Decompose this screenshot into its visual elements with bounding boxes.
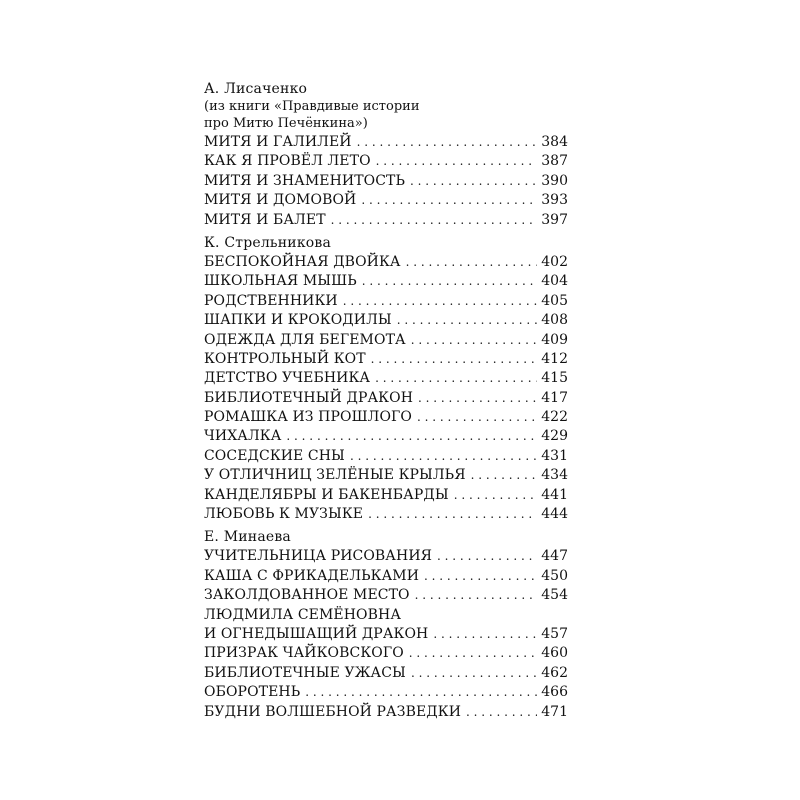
entry-page-number: 384 (541, 134, 568, 150)
entry-page-number: 393 (541, 192, 568, 209)
entry-page-number: 460 (541, 645, 568, 662)
entry-title: БУДНИ ВОЛШЕБНОЙ РАЗВЕДКИ (204, 703, 462, 720)
dot-leader (406, 253, 538, 272)
dot-leader (437, 547, 537, 566)
entry-title: КАНДЕЛЯБРЫ И БАКЕНБАРДЫ (204, 486, 449, 503)
section-note (204, 98, 568, 132)
toc-entry[interactable] (204, 152, 568, 171)
entry-title: ЛЮБОВЬ К МУЗЫКЕ (204, 506, 364, 523)
toc-entry[interactable] (204, 272, 568, 291)
dot-leader (371, 350, 538, 369)
entry-page-number: 409 (541, 331, 568, 348)
dot-leader (357, 133, 538, 152)
entry-page-number: 431 (541, 447, 568, 464)
entry-page-number: 466 (541, 684, 568, 701)
dot-leader (454, 486, 538, 505)
dot-leader (417, 408, 537, 427)
entry-title: ЧИХАЛКА (204, 428, 282, 445)
entry-title: МИТЯ И БАЛЕТ (204, 211, 326, 228)
dot-leader (361, 191, 537, 210)
dot-leader (411, 331, 538, 350)
toc-entry[interactable] (204, 505, 568, 524)
dot-leader (368, 505, 537, 524)
toc-entry[interactable] (204, 683, 568, 702)
section-entries (204, 133, 568, 230)
entry-page-number: 422 (541, 409, 568, 426)
dot-leader (331, 211, 538, 230)
section-author: К. Стрельникова (204, 234, 332, 251)
dot-leader (411, 664, 537, 683)
dot-leader (466, 703, 537, 722)
toc-section-minaeva (204, 528, 568, 722)
entry-page-number: 390 (541, 172, 568, 189)
section-note-line: про Митю Печёнкина») (204, 116, 368, 131)
dot-leader (362, 272, 537, 291)
toc-entry-first-line[interactable] (204, 606, 568, 625)
toc-entry[interactable] (204, 292, 568, 311)
dot-leader (286, 427, 537, 446)
toc-entry[interactable] (204, 191, 568, 210)
entry-page-number: 412 (541, 350, 568, 367)
section-author: А. Лисаченко (204, 81, 308, 97)
entry-page-number: 429 (541, 428, 568, 445)
dot-leader (350, 447, 537, 466)
entry-title: ОДЕЖДА ДЛЯ БЕГЕМОТА (204, 331, 406, 348)
entry-page-number: 417 (541, 389, 568, 406)
dot-leader (471, 466, 538, 485)
dot-leader (424, 567, 537, 586)
table-of-contents (204, 80, 568, 722)
entry-page-number: 397 (541, 211, 568, 228)
toc-entry[interactable] (204, 350, 568, 369)
toc-entry[interactable] (204, 172, 568, 191)
entry-page-number: 447 (541, 548, 568, 565)
dot-leader (433, 625, 537, 644)
entry-title: ПРИЗРАК ЧАЙКОВСКОГО (204, 645, 404, 662)
dot-leader (409, 644, 537, 663)
entry-page-number: 454 (541, 587, 568, 604)
entry-title: БИБЛИОТЕЧНЫЕ УЖАСЫ (204, 664, 406, 681)
toc-entry[interactable] (204, 547, 568, 566)
entry-title: РОМАШКА ИЗ ПРОШЛОГО (204, 409, 412, 426)
entry-page-number: 471 (541, 703, 568, 720)
entry-title: ЛЮДМИЛА СЕМЁНОВНА (204, 606, 402, 623)
toc-entry[interactable] (204, 133, 568, 152)
entry-page-number: 444 (541, 506, 568, 523)
toc-entry[interactable] (204, 644, 568, 663)
entry-title: ШАПКИ И КРОКОДИЛЫ (204, 312, 392, 329)
entry-page-number: 450 (541, 567, 568, 584)
toc-entry[interactable] (204, 486, 568, 505)
toc-entry[interactable] (204, 466, 568, 485)
entry-title: У ОТЛИЧНИЦ ЗЕЛЁНЫЕ КРЫЛЬЯ (204, 467, 466, 484)
toc-entry[interactable] (204, 408, 568, 427)
toc-entry[interactable] (204, 369, 568, 388)
entry-title: БЕСПОКОЙНАЯ ДВОЙКА (204, 253, 401, 270)
toc-entry[interactable] (204, 586, 568, 605)
entry-page-number: 415 (541, 370, 568, 387)
entry-page-number: 387 (541, 153, 568, 170)
entry-title: РОДСТВЕННИКИ (204, 292, 338, 309)
toc-entry[interactable] (204, 703, 568, 722)
toc-entry[interactable] (204, 447, 568, 466)
entry-title: МИТЯ И ЗНАМЕНИТОСТЬ (204, 172, 406, 189)
dot-leader (343, 292, 538, 311)
entry-page-number: 402 (541, 253, 568, 270)
entry-title: МИТЯ И ГАЛИЛЕЙ (204, 134, 352, 150)
dot-leader (305, 683, 537, 702)
entry-title: БИБЛИОТЕЧНЫЙ ДРАКОН (204, 389, 414, 406)
toc-entry[interactable] (204, 253, 568, 272)
dot-leader (397, 311, 538, 330)
entry-title: ЗАКОЛДОВАННОЕ МЕСТО (204, 587, 410, 604)
entry-page-number: 405 (541, 292, 568, 309)
section-note-line: (из книги «Правдивые истории (204, 99, 420, 114)
toc-entry[interactable] (204, 389, 568, 408)
dot-leader (376, 152, 538, 171)
entry-page-number: 404 (541, 273, 568, 290)
toc-entry[interactable] (204, 625, 568, 644)
toc-entry[interactable] (204, 211, 568, 230)
section-author: Е. Минаева (204, 529, 291, 546)
toc-entry[interactable] (204, 331, 568, 350)
toc-section-strelnikova (204, 234, 568, 524)
section-entries (204, 253, 568, 524)
entry-page-number: 462 (541, 664, 568, 681)
entry-title: МИТЯ И ДОМОВОЙ (204, 192, 357, 209)
entry-title: ОБОРОТЕНЬ (204, 684, 301, 701)
toc-entry[interactable] (204, 427, 568, 446)
toc-section-lisachenko (204, 80, 568, 230)
dot-leader (418, 389, 537, 408)
entry-title: ДЕТСТВО УЧЕБНИКА (204, 370, 371, 387)
toc-entry[interactable] (204, 664, 568, 683)
entry-title: КАК Я ПРОВЁЛ ЛЕТО (204, 153, 371, 170)
entry-page-number: 441 (541, 486, 568, 503)
section-entries (204, 547, 568, 722)
toc-entry[interactable] (204, 311, 568, 330)
dot-leader (375, 369, 537, 388)
entry-title: СОСЕДСКИЕ СНЫ (204, 447, 345, 464)
entry-title-continued: И ОГНЕДЫШАЩИЙ ДРАКОН (204, 625, 429, 642)
dot-leader (410, 172, 537, 191)
entry-title: ШКОЛЬНАЯ МЫШЬ (204, 273, 357, 290)
dot-leader (415, 586, 538, 605)
toc-entry[interactable] (204, 567, 568, 586)
entry-title: КАША С ФРИКАДЕЛЬКАМИ (204, 567, 420, 584)
entry-page-number: 434 (541, 467, 568, 484)
entry-title: УЧИТЕЛЬНИЦА РИСОВАНИЯ (204, 548, 433, 565)
entry-page-number: 457 (541, 625, 568, 642)
entry-page-number: 408 (541, 312, 568, 329)
entry-title: КОНТРОЛЬНЫЙ КОТ (204, 350, 366, 367)
